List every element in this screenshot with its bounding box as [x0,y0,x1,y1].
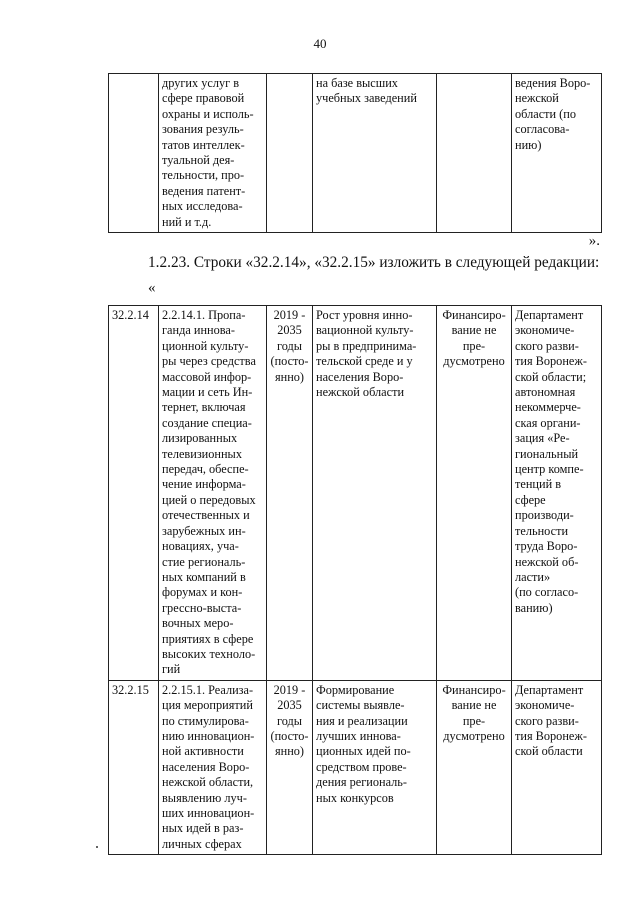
section-instruction: 1.2.23. Строки «32.2.14», «32.2.15» изложить в следующей редакции: [148,254,600,271]
cell-activity: 2.2.14.1. Пропа- ганда иннова- ционной культу- ры через средства массовой инфор- мации и сеть Ин- тернет, включая создание специа- лизированных телевизионных передач, обеспе- чение информа- цией о передовых отечественных и зарубежных ин- новациях, уча- стие региональ- ных компаний в форумах и кон- грессно-выста- вочных меро- приятиях в сфере высоких техноло- гий [159,306,267,681]
opening-quote: « [148,280,156,296]
cell-period [267,74,313,233]
cell-period: 2019 - 2035 годы (посто- янно) [267,306,313,681]
table-row [109,680,602,854]
cell-executor: Департамент экономиче- ского разви- тия Воронеж- ской области; автономная некоммерче- ская органи- зация «Ре- гиональный центр компе- тенций в сфере производи- тельности труда Воро- нежской об- ласти» (по согласо- ванию) [512,306,602,681]
cell-result: на базе высших учебных заведений [313,74,437,233]
table-row [109,306,602,681]
cell-period: 2019 - 2035 годы (посто- янно) [267,680,313,854]
scan-speck [96,846,98,848]
cell-activity: 2.2.15.1. Реализа- ция мероприятий по стимулирова- нию инновацион- ной активности населения Воро- нежской области, выявлению луч- ших инновацион- ных идей в раз- личных сферах [159,680,267,854]
cell-result: Рост уровня инно- вационной культу- ры в предпринима- тельской среде и у населения Воро- нежской области [313,306,437,681]
cell-code [109,74,159,233]
cell-finance: Финансиро- вание не пре- дусмотрено [437,306,512,681]
amendment-table [108,305,602,855]
cell-executor: Департамент экономиче- ского разви- тия Воронеж- ской области [512,680,602,854]
cell-code: 32.2.15 [109,680,159,854]
closing-quote: ». [588,233,600,249]
cell-activity: других услуг в сфере правовой охраны и исполь- зования резуль- татов интеллек- туальной дея- тельности, про- ведения патент- ных исследова- ний и т.д. [159,74,267,233]
cell-finance [437,74,512,233]
cell-executor: ведения Воро- нежской области (по согласова- нию) [512,74,602,233]
continuation-table [108,73,602,233]
cell-code: 32.2.14 [109,306,159,681]
cell-finance: Финансиро- вание не пре- дусмотрено [437,680,512,854]
page-number: 40 [313,36,327,51]
cell-result: Формирование системы выявле- ния и реализации лучших иннова- ционных идей по- средством прове- дения региональ- ных конкурсов [313,680,437,854]
